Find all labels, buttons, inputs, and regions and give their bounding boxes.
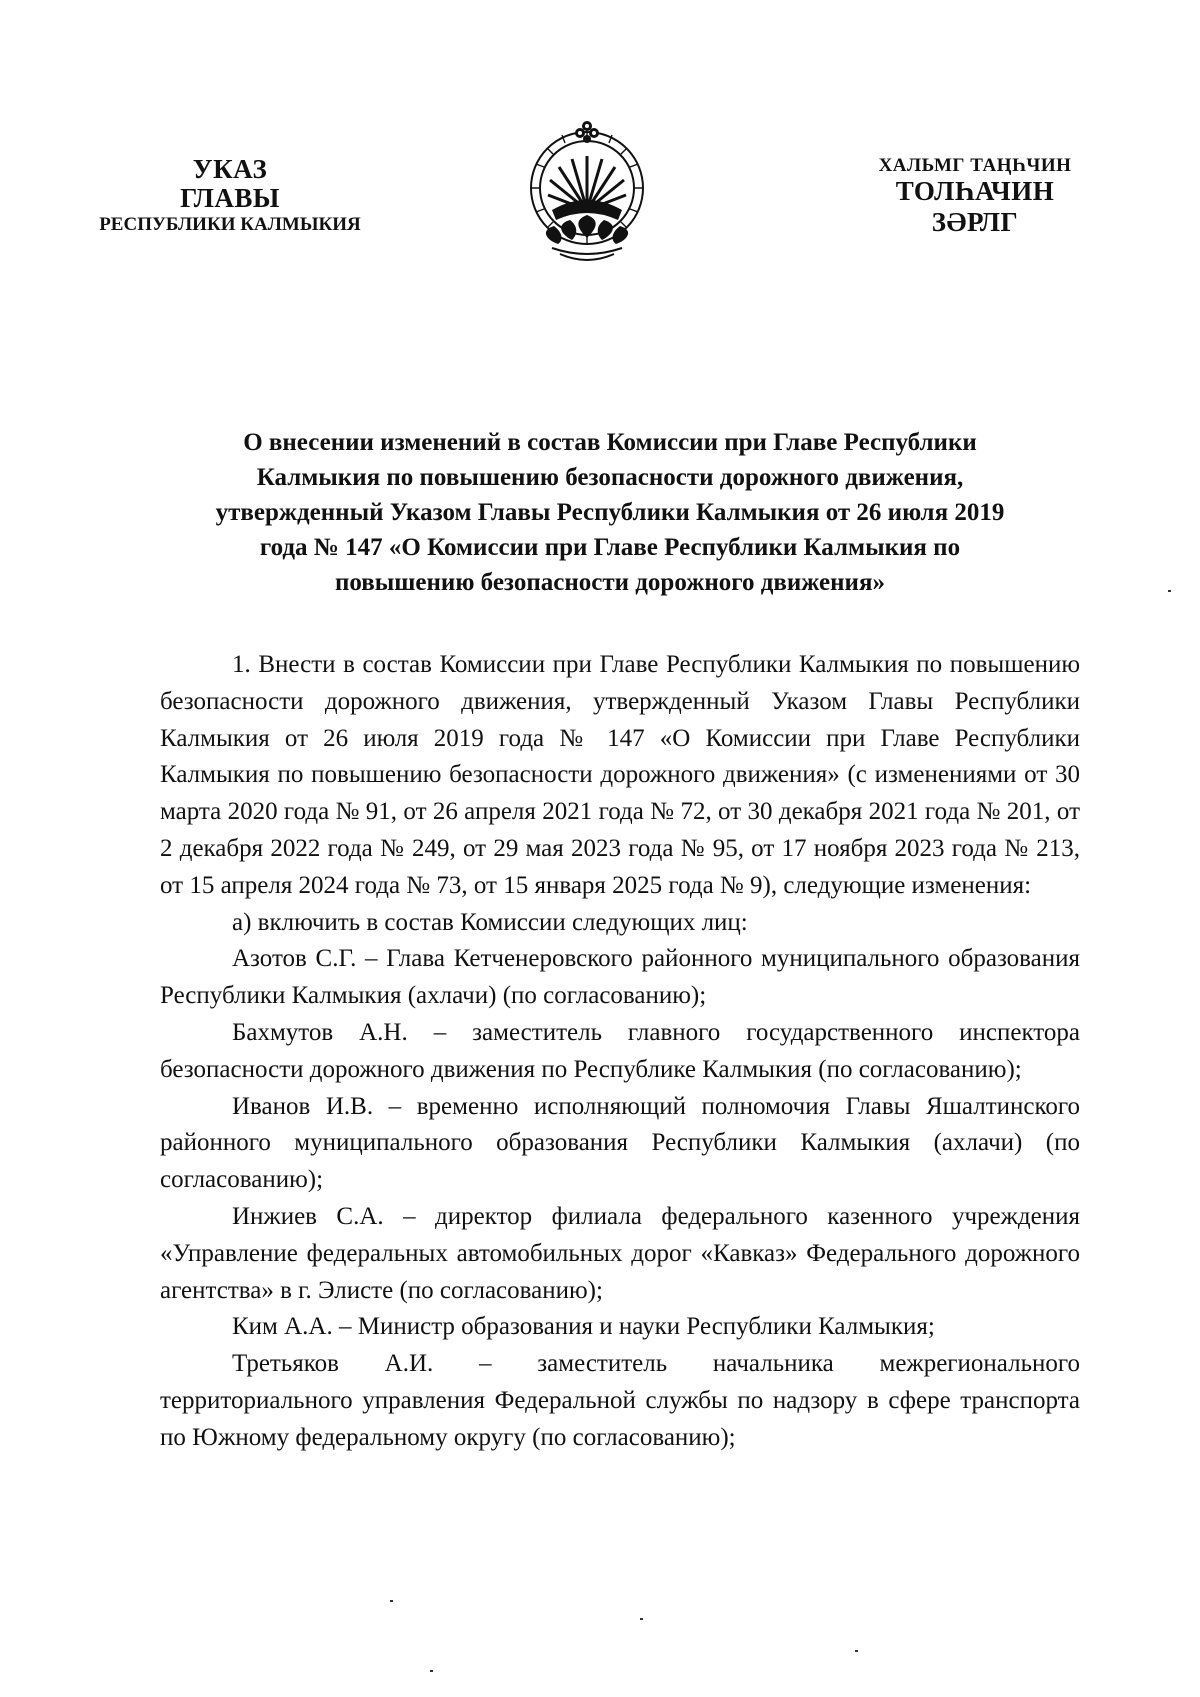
document-body <box>160 647 1080 1457</box>
member-entry: Азотов С.Г. – Глава Кетченеровского районного муниципального образования Республики Калмыкия (ахлачи) (по согласованию); <box>160 945 1080 1010</box>
title-line: утвержденный Указом Главы Республики Калмыкия от 26 июля 2019 <box>215 499 1005 526</box>
member-entry: Иванов И.В. – временно исполняющий полномочия Главы Яшалтинского районного муниципального образования Республики Калмыкия (ахлачи) (по согласованию); <box>160 1092 1080 1194</box>
scan-speck <box>1168 590 1171 592</box>
member-entry: Бахмутов А.Н. – заместитель главного государственного инспектора безопасности дорожного движения по Республике Калмыкия (по согласованию); <box>160 1018 1080 1083</box>
title-line: повышению безопасности дорожного движения» <box>335 569 885 596</box>
member-entry: Третьяков А.И. – заместитель начальника межрегионального территориального управления Федеральной службы по надзору в сфере транспорта по Южному федеральному округу (по согласованию); <box>160 1350 1080 1451</box>
scan-speck <box>430 1670 433 1672</box>
scan-speck <box>640 1618 643 1620</box>
header-right-line-2: ТОЛҺАЧИН <box>895 176 1055 207</box>
member-entry: Ким А.А. – Министр образования и науки Республики Калмыкия; <box>232 1313 935 1341</box>
header-right-line-1: ХАЛЬМГ ТАҢҺЧИН <box>878 155 1072 176</box>
header-left-line-1: УКАЗ <box>192 154 268 184</box>
coat-of-arms-emblem <box>522 120 652 270</box>
paragraph-sub-a: а) включить в состав Комиссии следующих лиц: <box>232 908 748 936</box>
header-left-line-3: РЕСПУБЛИКИ КАЛМЫКИЯ <box>99 214 361 236</box>
header-right-block <box>830 155 1120 237</box>
header-left-line-2: ГЛАВЫ <box>180 183 280 214</box>
scan-speck <box>855 1650 858 1652</box>
header-left-block <box>80 155 380 236</box>
scan-speck <box>390 1600 393 1602</box>
member-entry: Инжиев С.А. – директор филиала федерального казенного учреждения «Управление федеральных автомобильных дорог «Кавказ» Федерального дорожного агентства» в г. Элисте (по согласованию); <box>160 1202 1080 1304</box>
paragraph-item-1: 1. Внести в состав Комиссии при Главе Республики Калмыкия по повышению безопасности дорожного движения, утвержденный Указом Главы Республики Калмыкия от 26 июля 2019 года № 147 «О Комиссии при Главе Республики Калмыкия по повышению безопасности дорожного движения» (с изменениями от 30 марта 2020 года № 91, от 26 апреля 2021 года № 72, от 30 декабря 2021 года № 201, от 2 декабря 2022 года № 249, от 29 мая 2023 года № 95, от 17 ноября 2023 года № 213, от 15 апреля 2024 года № 73, от 15 января 2025 года № 9), следующие изменения: <box>160 651 1080 899</box>
title-line: О внесении изменений в состав Комиссии при Главе Республики <box>243 429 977 456</box>
title-line: Калмыкия по повышению безопасности дорожного движения, <box>256 464 964 491</box>
title-line: года № 147 «О Комиссии при Главе Республики Калмыкия по <box>259 534 961 561</box>
header-right-line-3: ЗӘРЛГ <box>931 206 1019 237</box>
document-title <box>150 425 1070 600</box>
